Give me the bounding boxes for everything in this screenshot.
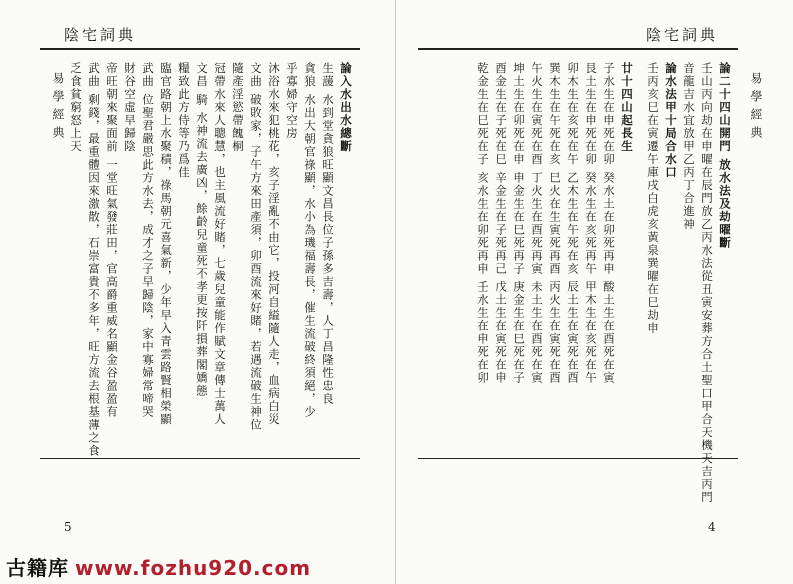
section-heading: 論入水出水總斷: [339, 62, 353, 153]
text-column: 乎寡婦守空房: [285, 62, 299, 140]
text-column: 午火生在寅死在酉 丁火生在酉死再寅 未土生在酉死在寅: [530, 62, 544, 385]
footer-rule: [40, 458, 360, 459]
text-column: 武曲 位聖君嚴思此方水去，成才之子早歸陰，家中寡婦常啼哭: [141, 62, 155, 419]
text-column: 艮土生在申死在卯 癸水生在亥死再午 甲木生在亥死在午: [584, 62, 598, 385]
left-text-block: [66, 62, 354, 457]
running-title: 陰宅詞典: [64, 26, 137, 44]
section-heading: 論二十四山開門 放水法及劫曜斷: [718, 62, 732, 250]
text-column: 卯木生在亥死在午 乙木生在午死在亥 辰土生在寅死在酉: [566, 62, 580, 385]
text-column: 乾金生在巳死在子 亥水生在卯死再申 壬水生在申死在卯: [476, 62, 490, 385]
text-column: 酉金生在子死在巳 辛金生在子死再己 戊土生在寅死在申: [494, 62, 508, 385]
section-heading: 論水法甲十局合水口: [664, 62, 678, 179]
watermark-url: www.fozhu920.com: [75, 556, 312, 580]
side-title: 易學經典: [51, 72, 65, 144]
text-column: 子水生在申死在卯 癸水土在卯死再申 酸土生在酉死在寅: [602, 62, 616, 385]
text-column: 音龍吉水宜放甲乙丙丁合進神: [682, 62, 696, 231]
text-column: 冠帶水來人聰慧，也主風流好賭，七歲兒童能作賦文章傳士萬人: [213, 62, 227, 426]
text-column: 沐浴水來犯桃花，亥子淫亂不由它，投河自縊隨人走，血病白災: [267, 62, 281, 426]
text-column: 臨官路朝上水聚積，祿馬朝元喜氣新，少年早入青雲路賢相榮顯: [159, 62, 173, 426]
section-heading: 廿十四山起長生: [620, 62, 634, 153]
page-number: 5: [64, 520, 72, 534]
right-text-block: [473, 62, 733, 504]
text-column: 帝旺朝來聚面前 一堂旺氣發莊田，官高爵重威名顯金谷盈盈有: [105, 62, 119, 419]
left-page: [0, 0, 396, 584]
text-column: 糧致此方侍等乃爲佳: [177, 62, 191, 179]
text-column: 巽木生在午死在亥 巳火在生寅死再酉 丙火生在寅死在酉: [548, 62, 562, 385]
text-column: 隨產淫慾帶餽桐: [231, 62, 245, 153]
watermark-site-name: 古籍库: [6, 556, 69, 580]
text-column: 乏食貧窮怒上天: [69, 62, 83, 153]
text-column: 文昌 騎 水神流去廣凶，餘齡兒童死不孝更按阡損葬閣嬌態: [195, 62, 209, 398]
site-watermark: [6, 552, 311, 581]
header-rule: [40, 48, 360, 50]
side-title: 易學經典: [749, 72, 763, 144]
running-title: 陰宅詞典: [646, 26, 719, 44]
text-column: 壬丙亥巳在寅遷午庫戌白虎亥黃泉巽曜在巳劫申: [646, 62, 660, 335]
text-column: 財谷空虛早歸陰: [123, 62, 137, 153]
text-column: 壬山丙向劫在申曜在辰門放乙丙水法從丑寅安葬方合土聖口甲合天機天吉丙門: [700, 62, 714, 504]
text-column: 武曲 剩錢，最重體因來激散，石崇富貴不多年，旺方流去根基薄之食: [87, 62, 101, 458]
right-page: [396, 0, 793, 584]
text-column: 文曲 破敗家，子午方來田產須，卯酉流來好賭，若遇流破生神位: [249, 62, 263, 432]
text-column: 生蘐 水到堂貪狼旺顯文昌長位子孫多吉壽，人丁昌隆性忠良: [321, 62, 335, 406]
text-column: 坤土生在卯死在申 申金生在巳死再子 庚金生在巳死在子: [512, 62, 526, 385]
page-number: 4: [708, 520, 716, 534]
header-rule: [418, 48, 738, 50]
text-column: 貪狼 水出大朝官祿顯，水小為璣福壽長，催生流破終須絕，少: [303, 62, 317, 419]
